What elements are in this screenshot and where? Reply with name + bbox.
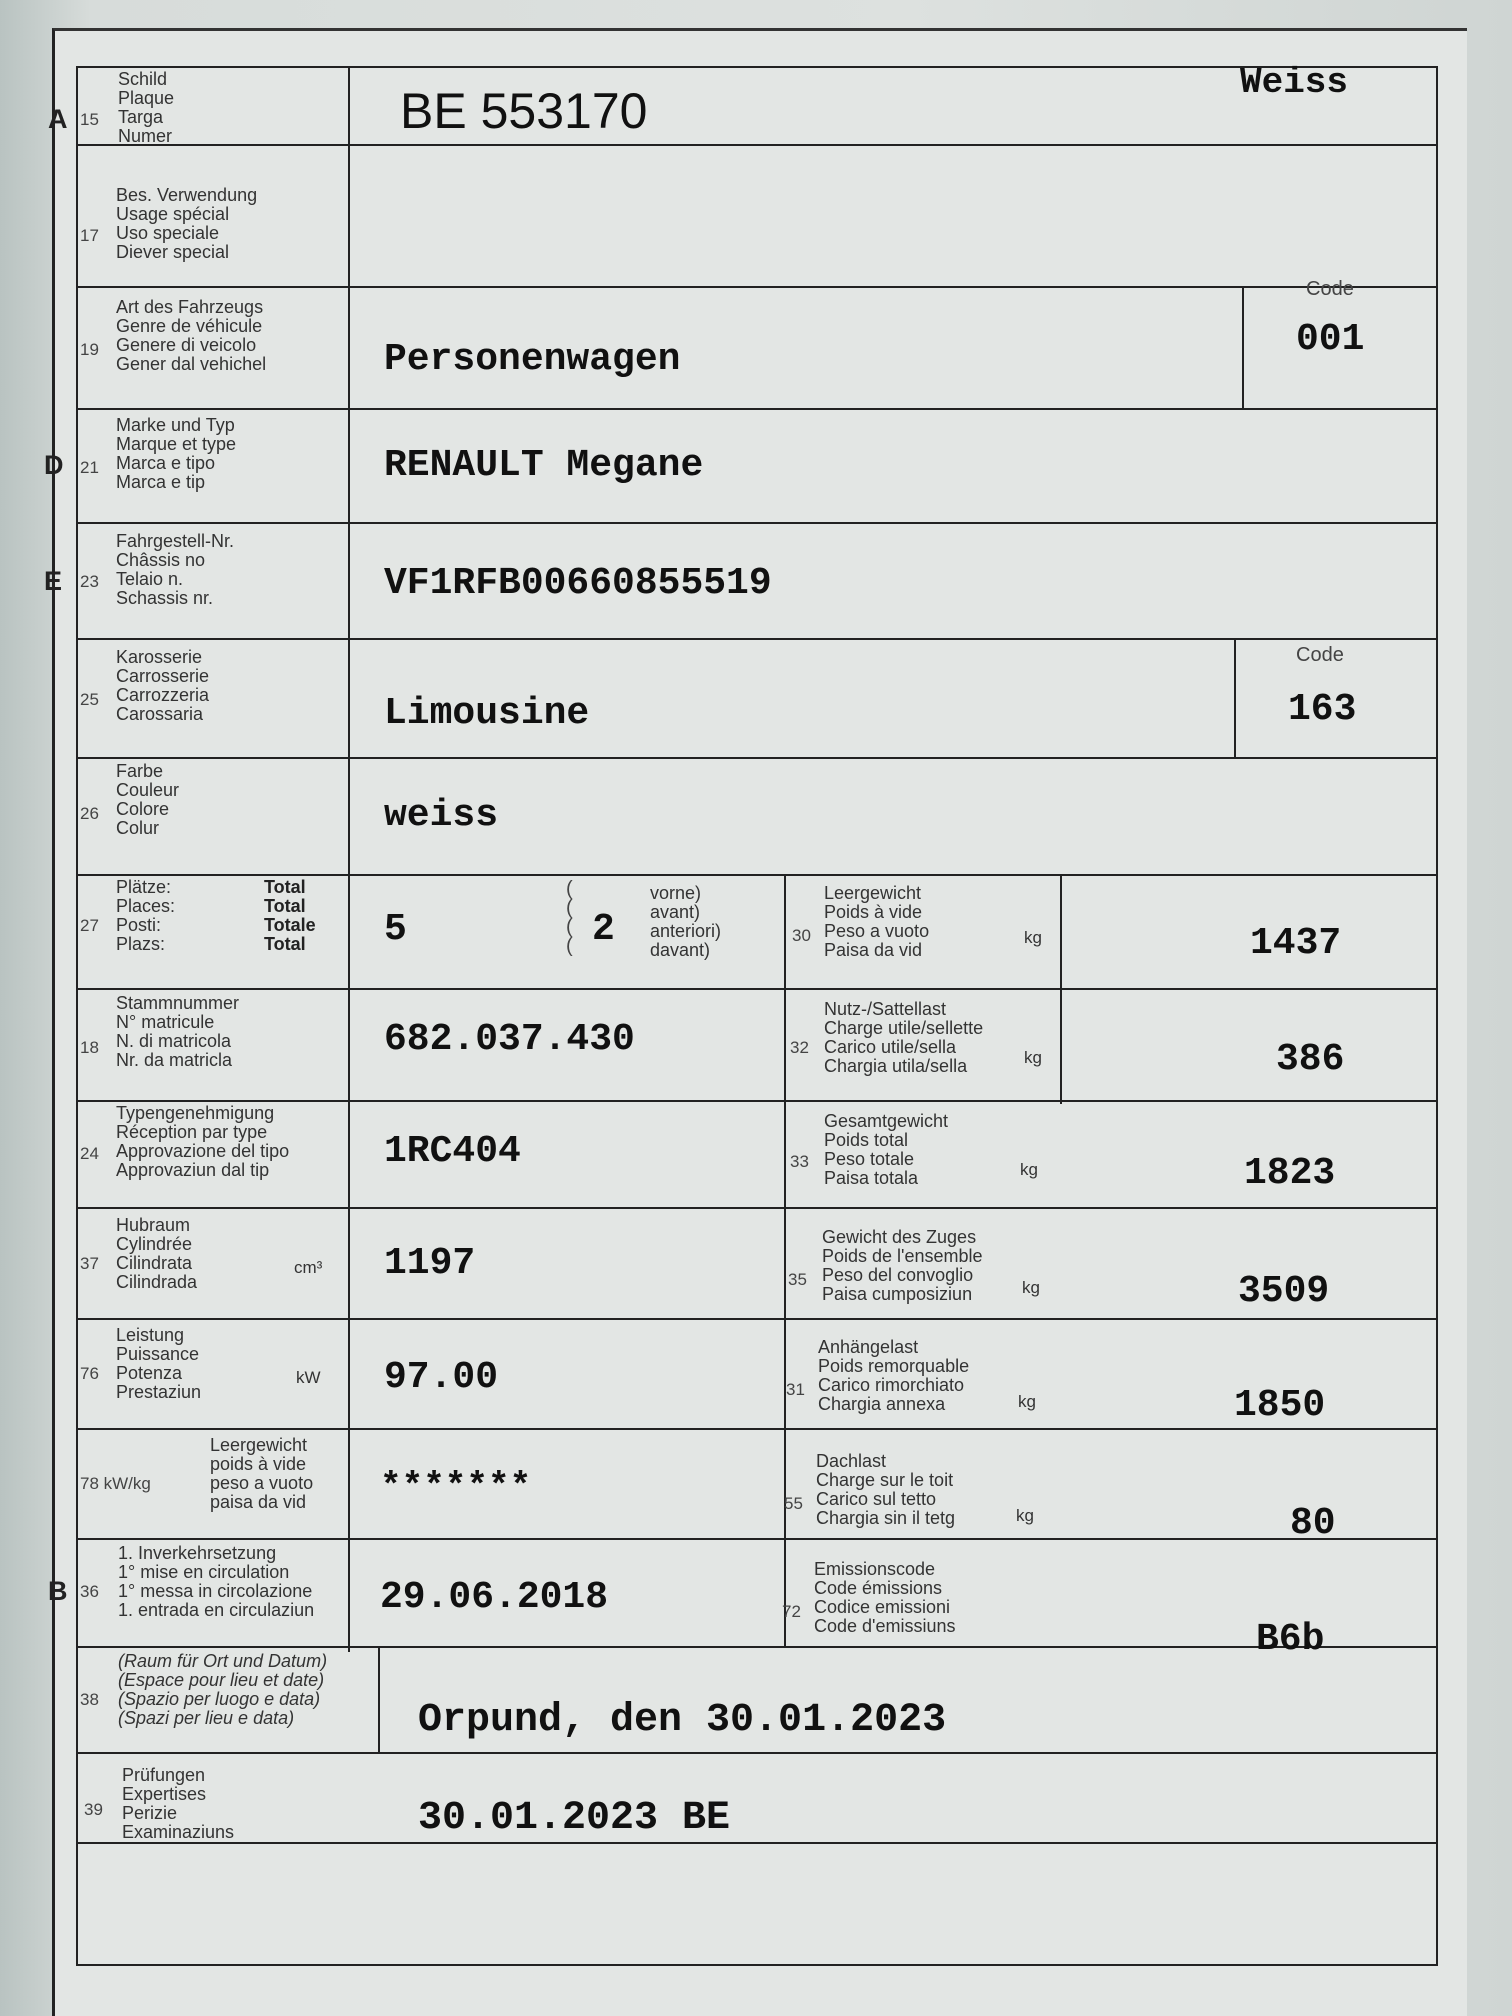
roof-load: 80: [1290, 1502, 1336, 1545]
row-number: 27: [80, 916, 99, 935]
row-divider: [76, 522, 1438, 524]
row-divider: [76, 408, 1438, 410]
row-number: 15: [80, 110, 99, 129]
row-divider: [76, 1538, 1438, 1540]
unit-label: kg: [1024, 1048, 1042, 1067]
column-divider: [348, 66, 350, 1652]
row-divider: [76, 1752, 1438, 1754]
row-number: 35: [788, 1270, 807, 1289]
field-label: (Raum für Ort und Datum) (Espace pour lieu et date) (Spazio per luogo e data) (Spazi per lieu e data): [118, 1651, 328, 1728]
row-number: 72: [782, 1602, 801, 1621]
code-label: Code: [1306, 278, 1354, 300]
displacement: 1197: [384, 1242, 476, 1285]
field-label: Marke und Typ Marque et type Marca e tipo Marca e tip: [116, 415, 237, 492]
column-divider: [1234, 638, 1236, 757]
unit-label: kg: [1022, 1278, 1040, 1297]
base-number: 682.037.430: [384, 1018, 635, 1061]
field-label: Bes. Verwendung Usage spécial Uso speciale Diever special: [116, 185, 258, 262]
color-header: Weiss: [1240, 62, 1349, 103]
field-label: Stammnummer N° matricule N. di matricola Nr. da matricla: [116, 993, 240, 1070]
field-label: Karosserie Carrosserie Carrozzeria Carossaria: [116, 647, 210, 724]
make-model: RENAULT Megane: [384, 444, 704, 487]
row-divider: [76, 1842, 1438, 1844]
row-number: 24: [80, 1144, 99, 1163]
unit-label: kg: [1018, 1392, 1036, 1411]
row-letter: B: [48, 1576, 68, 1606]
row-divider: [76, 144, 1438, 146]
inspection: 30.01.2023 BE: [418, 1796, 731, 1841]
field-label: Gewicht des Zuges Poids de l'ensemble Peso del convoglio Paisa cumposiziun: [822, 1227, 983, 1304]
row-divider: [76, 988, 1438, 990]
column-divider: [784, 878, 786, 992]
field-label: Art des Fahrzeugs Genre de véhicule Genere di veicolo Gener dal vehichel: [116, 297, 267, 374]
row-letter: A: [48, 104, 68, 134]
field-label: Fahrgestell-Nr. Châssis no Telaio n. Schassis nr.: [116, 531, 235, 608]
empty-weight: 1437: [1250, 922, 1342, 965]
row-number: 37: [80, 1254, 99, 1273]
field-label: Total Total Totale Total: [264, 877, 316, 954]
color-value: weiss: [384, 794, 499, 837]
row-number: 31: [786, 1380, 805, 1399]
field-label: Typengenehmigung Réception par type Approvazione del tipo Approvaziun dal tip: [116, 1103, 290, 1180]
field-label: Leergewicht Poids à vide Peso a vuoto Paisa da vid: [824, 883, 930, 960]
column-divider: [1242, 286, 1244, 408]
row-divider: [76, 1318, 1438, 1320]
chassis-number: VF1RFB00660855519: [384, 562, 772, 605]
field-label: Schild Plaque Targa Numer: [118, 69, 175, 146]
field-label: 1. Inverkehrsetzung 1° mise en circulation 1° messa in circolazione 1. entrada en circulaziun: [118, 1543, 315, 1620]
seats-total: 5: [384, 908, 407, 951]
row-divider: [76, 1646, 1438, 1648]
row-number: 33: [790, 1152, 809, 1171]
row-letter: E: [44, 566, 63, 596]
row-number: 39: [84, 1800, 103, 1819]
emission-code: B6b: [1256, 1618, 1325, 1661]
unit-label: kg: [1020, 1160, 1038, 1179]
row-number: 30: [792, 926, 811, 945]
field-label: Emissionscode Code émissions Codice emissioni Code d'emissiuns: [814, 1559, 956, 1636]
unit-label: kg: [1024, 928, 1042, 947]
power: 97.00: [384, 1356, 499, 1399]
row-number: 18: [80, 1038, 99, 1057]
column-divider: [1060, 878, 1062, 992]
field-label: vorne) avant) anteriori) davant): [650, 883, 722, 960]
row-letter: D: [44, 450, 64, 480]
row-number: 21: [80, 458, 99, 477]
row-divider: [76, 1100, 1438, 1102]
code-label: Code: [1296, 644, 1344, 666]
field-label: Leistung Puissance Potenza Prestaziun: [116, 1325, 202, 1402]
row-divider: [76, 757, 1438, 759]
field-label: Plätze: Places: Posti: Plazs:: [116, 877, 176, 954]
total-weight: 1823: [1244, 1152, 1336, 1195]
type-approval: 1RC404: [384, 1130, 521, 1173]
field-label: Prüfungen Expertises Perizie Examinaziuns: [122, 1765, 235, 1842]
towing-load: 1850: [1234, 1384, 1326, 1427]
row-number: 55: [784, 1494, 803, 1513]
body-type: Limousine: [384, 692, 590, 735]
field-label: Nutz-/Sattellast Charge utile/sellette Carico utile/sella Chargia utila/sella: [824, 999, 984, 1076]
row-number: 32: [790, 1038, 809, 1057]
row-divider: [76, 286, 1438, 288]
row-number: 36: [80, 1582, 99, 1601]
field-label: Leergewicht poids à vide peso a vuoto paisa da vid: [210, 1435, 314, 1512]
field-label: Anhängelast Poids remorquable Carico rimorchiato Chargia annexa: [818, 1337, 970, 1414]
row-number: 25: [80, 690, 99, 709]
vehicle-type: Personenwagen: [384, 338, 681, 381]
vehicle-type-code: 001: [1296, 318, 1365, 361]
train-weight: 3509: [1238, 1270, 1330, 1313]
row-number: 17: [80, 226, 99, 245]
field-label: Gesamtgewicht Poids total Peso totale Paisa totala: [824, 1111, 949, 1188]
row-number: 38: [80, 1690, 99, 1709]
field-label: Hubraum Cylindrée Cilindrata Cilindrada: [116, 1215, 198, 1292]
power-weight-ratio: *******: [380, 1466, 532, 1507]
payload: 386: [1276, 1038, 1345, 1081]
column-divider: [378, 1646, 380, 1752]
row-number: 19: [80, 340, 99, 359]
row-number: 23: [80, 572, 99, 591]
bracket-left: ( ( ( (: [566, 878, 573, 957]
place-date: Orpund, den 30.01.2023: [418, 1698, 947, 1743]
unit-label: cm³: [294, 1258, 323, 1277]
first-registration: 29.06.2018: [380, 1576, 609, 1619]
row-divider: [76, 874, 1438, 876]
row-number: 78 kW/kg: [80, 1474, 151, 1493]
field-label: Dachlast Charge sur le toit Carico sul tetto Chargia sin il tetg: [816, 1451, 956, 1528]
seats-front: 2: [592, 908, 615, 951]
row-number: 76: [80, 1364, 99, 1383]
unit-label: kg: [1016, 1506, 1034, 1525]
row-divider: [76, 1428, 1438, 1430]
body-type-code: 163: [1288, 688, 1357, 731]
row-number: 26: [80, 804, 99, 823]
row-divider: [76, 1207, 1438, 1209]
field-label: Farbe Couleur Colore Colur: [116, 761, 180, 838]
unit-label: kW: [296, 1368, 321, 1387]
plate-number: BE 553170: [400, 83, 648, 139]
